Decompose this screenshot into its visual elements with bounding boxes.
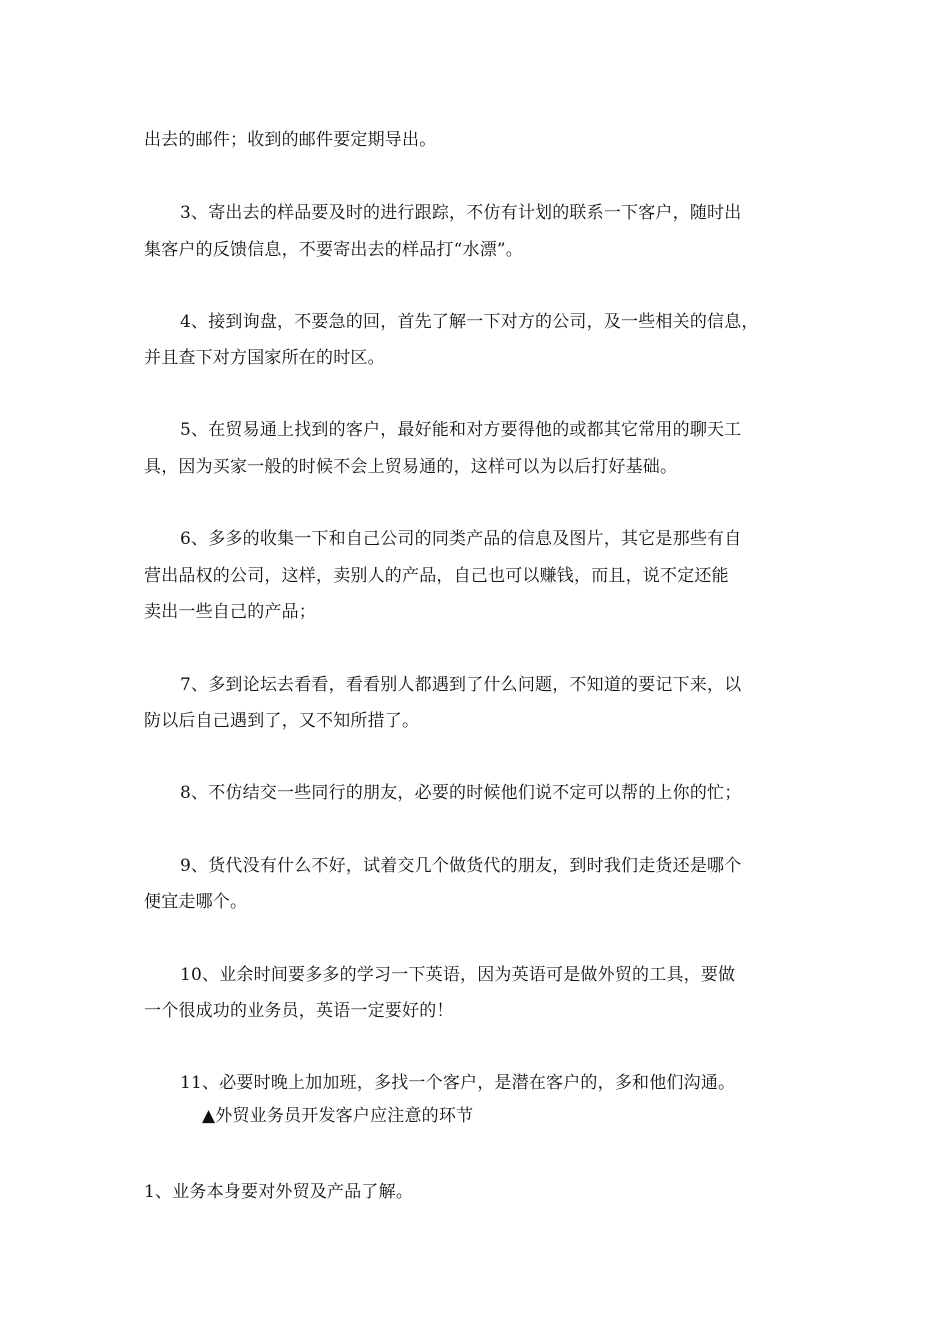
paragraph-line: 9、货代没有什么不好，试着交几个做货代的朋友，到时我们走货还是哪个 (180, 856, 742, 876)
paragraph-line: 具，因为买家一般的时候不会上贸易通的，这样可以为以后打好基础。 (144, 457, 678, 477)
paragraph-line: 8、不仿结交一些同行的朋友，必要的时候他们说不定可以帮的上你的忙； (180, 783, 742, 803)
paragraph-line: 便宜走哪个。 (144, 892, 248, 912)
paragraph-line: 10、业余时间要多多的学习一下英语，因为英语可是做外贸的工具，要做 (180, 965, 736, 985)
paragraph-line: 出去的邮件；收到的邮件要定期导出。 (144, 130, 437, 150)
paragraph-line: 1、业务本身要对外贸及产品了解。 (144, 1182, 414, 1202)
paragraph-line: 7、多到论坛去看看，看看别人都遇到了什么问题，不知道的要记下来，以 (180, 675, 742, 695)
section-heading: ▲外贸业务员开发客户应注意的环节 (202, 1106, 474, 1126)
paragraph-line: 集客户的反馈信息，不要寄出去的样品打“水漂”。 (144, 240, 523, 260)
paragraph-line: 5、在贸易通上找到的客户，最好能和对方要得他的或都其它常用的聊天工 (180, 420, 742, 440)
paragraph-line: 3、寄出去的样品要及时的进行跟踪，不仿有计划的联系一下客户，随时出 (180, 203, 742, 223)
paragraph-line: 卖出一些自己的产品； (144, 602, 316, 622)
paragraph-line: 4、接到询盘，不要急的回，首先了解一下对方的公司，及一些相关的信息， (180, 312, 759, 332)
paragraph-line: 并且查下对方国家所在的时区。 (144, 348, 385, 368)
paragraph-line: 一个很成功的业务员，英语一定要好的！ (144, 1001, 454, 1021)
paragraph-line: 11、必要时晚上加加班，多找一个客户，是潜在客户的，多和他们沟通。 (180, 1073, 736, 1093)
paragraph-line: 营出品权的公司，这样，卖别人的产品，自己也可以赚钱，而且，说不定还能 (144, 566, 729, 586)
paragraph-line: 6、多多的收集一下和自己公司的同类产品的信息及图片，其它是那些有自 (180, 529, 742, 549)
paragraph-line: 防以后自己遇到了，又不知所措了。 (144, 711, 420, 731)
